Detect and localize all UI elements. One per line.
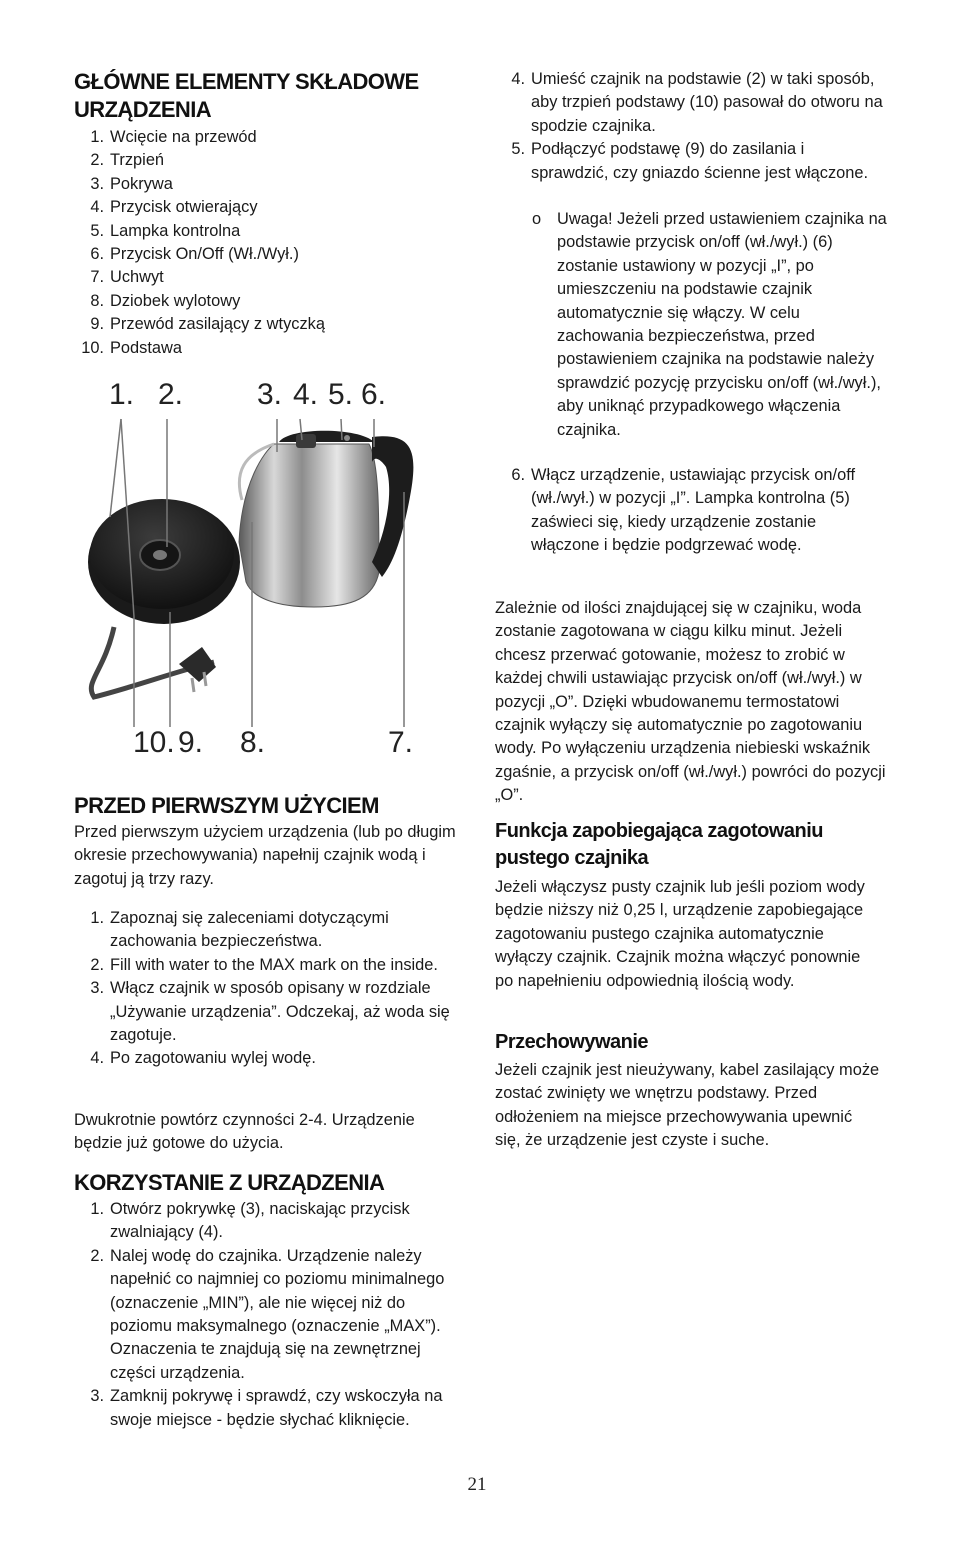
list-item: 3. Włącz czajnik w sposób opisany w rozdziale „Używanie urządzenia”. Odczekaj, aż woda się zagotuje. [90,979,450,1045]
figure-label-1: 1. [109,378,135,411]
figure-label-5: 5. [328,378,354,411]
kettle-illustration [74,372,474,767]
list-item: 4. Umieść czajnik na podstawie (2) w taki sposób, aby trzpień podstawy (10) pasował do otworu na spodzie czajnika. [511,70,883,135]
figure-label-8: 8. [240,726,266,759]
figure-label-6: 6. [361,378,387,411]
list-item: 8. Dziobek wylotowy [90,291,241,310]
list-item: 4. Po zagotowaniu wylej wodę. [90,1049,316,1068]
figure-label-7: 7. [388,726,414,759]
list-item: 6. Włącz urządzenie, ustawiając przycisk on/off (wł./wył.) w pozycji „I”. Lampka kontrolna (5) zaświeci się, kiedy urządzenie zostanie włączone i będzie podgrzewać wodę. [511,466,856,555]
components-heading: GŁÓWNE ELEMENTY SKŁADOWE URZĄDZENIA [74,69,419,122]
note-item [495,208,887,442]
list-item: 7. Uchwyt [90,268,164,287]
list-item: 1. Otwórz pokrywkę (3), naciskając przycisk zwalniający (4). [90,1200,410,1242]
figure-label-2: 2. [158,378,184,411]
first-use-heading: PRZED PIERWSZYM UŻYCIEM [74,793,379,818]
kettle-figure [74,372,474,767]
dry-boil-paragraph: Jeżeli włączysz pusty czajnik lub jeśli poziom wody będzie niższy niż 0,25 l, urządzenie zapobiegające zagotowaniu pustego czajnika automatycznie wyłączy czajnik. Czajnik można włączyć ponownie po napełnieniu odpowiednią ilością wody. [495,878,865,990]
first-use-intro: Przed pierwszym użyciem urządzenia (lub po długim okresie przechowywania) napełnij czajnik wodą i zagotuj ją trzy razy. [74,823,456,888]
list-item: 9. Przewód zasilający z wtyczką [90,315,325,334]
dry-boil-heading: Funkcja zapobiegająca zagotowaniu pustego czajnika [495,820,824,869]
list-item: 6. Przycisk On/Off (Wł./Wył.) [90,245,299,264]
list-item: 5. Lampka kontrolna [90,221,241,240]
usage-heading: KORZYSTANIE Z URZĄDZENIA [74,1170,385,1195]
note-text: Uwaga! Jeżeli przed ustawieniem czajnika na podstawie przycisk on/off (wł./wył.) (6) zostanie ustawiony w pozycji „I”, po umieszczeniu na podstawie czajnik automatycznie się włączy. W celu zachowania bezpieczeństwa, przed postawieniem czajnika na podstawie należy sprawdzić pozycję przycisku on/off (wł./wył.), aby uniknąć przypadkowego włączenia czajnika. [557,210,887,439]
first-use-steps [74,907,464,1071]
storage-heading: Przechowywanie [495,1031,649,1053]
cord-shape [91,627,216,697]
boil-paragraph: Zależnie od ilości znajdującej się w czajniku, woda zostanie zagotowana w ciągu kilku minut. Jeżeli chcesz przerwać gotowanie, możesz to zrobić w każdej chwili ustawiając przycisk on/off (wł./wył.) w pozycji „O”. Dzięki wbudowanemu termostatowi czajnik wyłączy się automatycznie po zagotowaniu wody. Po wyłączeniu urządzenia niebieski wskaźnik zgaśnie, a przycisk on/off (wł./wył.) powróci do pozycji „O”. [495,599,886,805]
page-number: 21 [467,1474,487,1495]
components-list [74,126,464,360]
figure-label-10: 10. [133,726,175,759]
list-item: 2. Fill with water to the MAX mark on the inside. [90,955,438,974]
usage-steps [74,1198,466,1432]
figure-label-9: 9. [178,726,204,759]
storage-paragraph: Jeżeli czajnik jest nieużywany, kabel zasilający może zostać zwinięty we wnętrzu podstawy. Przed odłożeniem na miejsce przechowywania upewnić się, że urządzenie jest czyste i suche. [495,1061,880,1150]
list-item: 10. Podstawa [81,338,182,357]
figure-label-4: 4. [293,378,319,411]
list-item: 2. Trzpień [90,151,165,170]
usage-step-6 [495,464,885,558]
usage-steps-continued [495,68,885,185]
list-item: 1. Wcięcie na przewód [90,128,257,146]
figure-label-3: 3. [257,378,283,411]
list-item: 3. Zamknij pokrywę i sprawdź, czy wskoczyła na swoje miejsce - będzie słychać kliknięcie. [90,1387,443,1429]
list-item: 3. Pokrywa [90,174,173,193]
first-use-outro: Dwukrotnie powtórz czynności 2-4. Urządzenie będzie już gotowe do użycia. [74,1111,415,1153]
list-item: 1. Zapoznaj się zaleceniami dotyczącymi zachowania bezpieczeństwa. [90,909,389,951]
base-shape [88,499,240,624]
list-item: 5. Podłączyć podstawę (9) do zasilania i sprawdzić, czy gniazdo ścienne jest włączone. [511,140,869,182]
list-item: 2. Nalej wodę do czajnika. Urządzenie należy napełnić co najmniej co poziomu minimalnego (oznaczenie „MIN”), ale nie więcej niż do poziomu maksymalnego (oznaczenie „MAX”). Oznaczenia te znajdują się na zewnętrznej części urządzenia. [90,1246,445,1382]
kettle-body-shape [239,431,413,607]
list-item: 4. Przycisk otwierający [90,198,258,217]
note-bullet: o [532,210,542,228]
